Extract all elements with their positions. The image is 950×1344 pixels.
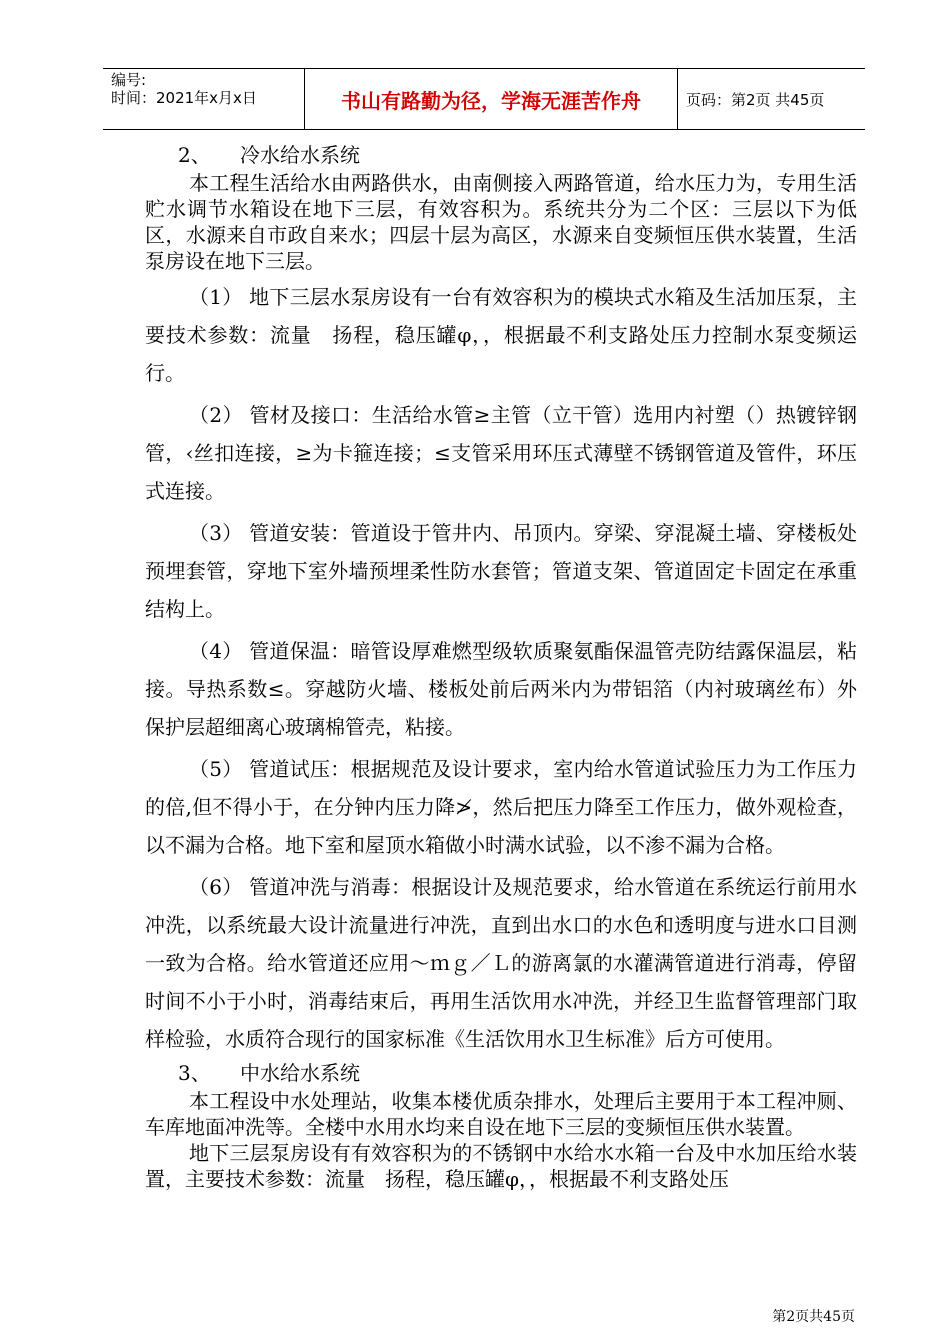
paragraph-item-5: （5） 管道试压：根据规范及设计要求，室内给水管道试验压力为工作压力的倍,但不得小于，在分钟内压力降≯，然后把压力降至工作压力，做外观检查，以不漏为合格。地下室和屋顶水箱做小时满水试验，以不渗不漏为合格。 — [145, 757, 857, 857]
section-heading-2 — [145, 140, 857, 170]
section-number: 2、 — [178, 143, 211, 167]
header-motto: 书山有路勤为径，学海无涯苦作舟 — [305, 69, 678, 129]
header-page-info: 页码：第2页 共45页 — [686, 90, 825, 109]
document-body — [145, 140, 857, 1192]
paragraph-intro: 本工程生活给水由两路供水，由南侧接入两路管道，给水压力为，专用生活贮水调节水箱设在地下三层，有效容积为。系统共分为二个区：三层以下为低区，水源来自市政自来水；四层十层为高区，水源来自变频恒压供水装置，生活泵房设在地下三层。 — [145, 171, 857, 273]
paragraph-item-4: （4） 管道保温：暗管设厚难燃型级软质聚氨酯保温管壳防结露保温层，粘接。导热系数≤。穿越防火墙、楼板处前后两米内为带铝箔（内衬玻璃丝布）外保护层超细离心玻璃棉管壳，粘接。 — [145, 639, 857, 739]
page-footer: 第2页共45页 — [772, 1309, 855, 1325]
section-number: 3、 — [178, 1061, 211, 1085]
paragraph-item-6: （6） 管道冲洗与消毒：根据设计及规范要求，给水管道在系统运行前用水冲洗，以系统最大设计流量进行冲洗，直到出水口的水色和透明度与进水口目测一致为合格。给水管道还应用～ｍｇ／Ｌ的游离氯的水灌满管道进行消毒，停留时间不小于小时，消毒结束后，再用生活饮用水冲洗，并经卫生监督管理部门取样检验，水质符合现行的国家标准《生活饮用水卫生标准》后方可使用。 — [145, 875, 857, 1051]
paragraph-pump-room: 地下三层泵房设有有效容积为的不锈钢中水给水水箱一台及中水加压给水装置，主要技术参数：流量 扬程，稳压罐φ，，根据最不利支路处压 — [145, 1141, 857, 1191]
page-header — [103, 68, 865, 130]
section-title: 冷水给水系统 — [240, 143, 360, 167]
section-title: 中水给水系统 — [240, 1061, 360, 1085]
section-heading-3 — [145, 1058, 857, 1088]
date-text: 时间：2021年x月x日 — [111, 89, 257, 107]
paragraph-intro: 本工程设中水处理站，收集本楼优质杂排水，处理后主要用于本工程冲厕、车库地面冲洗等。全楼中水用水均来自设在地下三层的变频恒压供水装置。 — [145, 1089, 857, 1139]
header-meta — [103, 69, 305, 129]
paragraph-item-3: （3） 管道安装：管道设于管井内、吊顶内。穿梁、穿混凝土墙、穿楼板处预埋套管，穿地下室外墙预埋柔性防水套管；管道支架、管道固定卡固定在承重结构上。 — [145, 521, 857, 621]
paragraph-item-1: （1） 地下三层水泵房设有一台有效容积为的模块式水箱及生活加压泵，主要技术参数：流量 扬程，稳压罐φ，，根据最不利支路处压力控制水泵变频运行。 — [145, 285, 857, 385]
paragraph-item-2: （2） 管材及接口：生活给水管≥主管（立干管）选用内衬塑（）热镀锌钢管，‹丝扣连接，≥为卡箍连接；≤支管采用环压式薄壁不锈钢管道及管件，环压式连接。 — [145, 403, 857, 503]
doc-number-label: 编号: — [111, 71, 147, 89]
